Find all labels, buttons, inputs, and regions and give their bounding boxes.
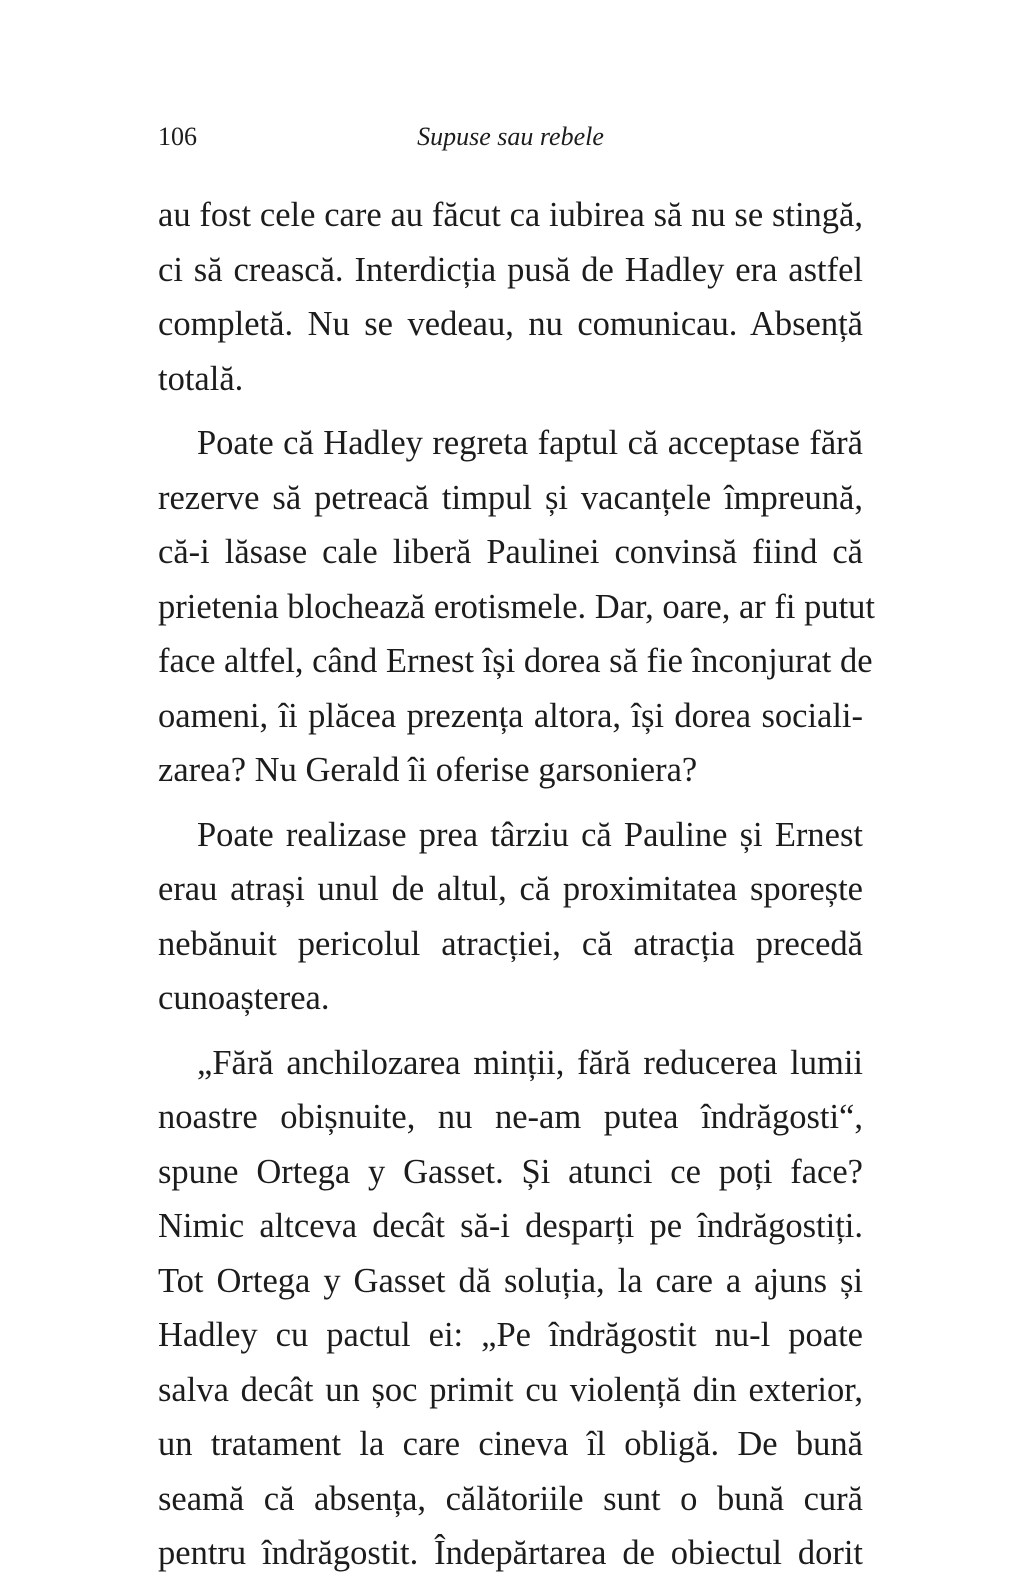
text-line: seamă că absența, călătoriile sunt o bună cură xyxy=(158,1479,863,1518)
text-line: oameni, îi plăcea prezența altora, își dorea sociali- xyxy=(158,696,863,735)
text-line: completă. Nu se vedeau, nu comunicau. Absență xyxy=(158,305,863,343)
paragraph xyxy=(158,808,863,1026)
text-line: prietenia blochează erotismele. Dar, oare, ar fi putut xyxy=(158,587,876,626)
text-line: Poate că Hadley regreta faptul că acceptase fără xyxy=(197,424,863,462)
text-line: un tratament la care cineva îl obligă. De bună xyxy=(158,1425,863,1463)
paragraph xyxy=(158,416,876,798)
paragraph xyxy=(158,1036,863,1581)
text-line: Poate realizase prea târziu că Pauline și Ernest xyxy=(197,815,863,854)
body-text xyxy=(158,188,876,1581)
text-line: au fost cele care au făcut ca iubirea să nu se stingă, xyxy=(158,196,863,234)
text-line: că-i lăsase cale liberă Paulinei convinsă fiind că xyxy=(158,533,863,571)
paragraph xyxy=(158,188,863,406)
text-line: pentru îndrăgostit. Îndepărtarea de obiectul dorit xyxy=(158,1534,863,1572)
text-line: rezerve să petreacă timpul și vacanțele împreună, xyxy=(158,478,863,517)
text-line: cunoașterea. xyxy=(158,979,330,1017)
text-line: Nimic altceva decât să-i desparți pe îndrăgostiți. xyxy=(158,1207,863,1245)
text-line: erau atrași unul de altul, că proximitatea sporește xyxy=(158,870,863,908)
text-line: zarea? Nu Gerald îi oferise garsoniera? xyxy=(158,751,698,789)
text-line: „Fără anchilozarea minții, fără reducerea lumii xyxy=(197,1043,863,1082)
text-line: Tot Ortega y Gasset dă soluția, la care a ajuns și xyxy=(158,1261,863,1300)
running-title: Supuse sau rebele xyxy=(417,122,604,151)
text-line: nebănuit pericolul atracției, că atracția precedă xyxy=(158,924,863,963)
text-line: totală. xyxy=(158,359,244,398)
text-line: ci să crească. Interdicția pusă de Hadley era astfel xyxy=(158,250,863,289)
text-line: spune Ortega y Gasset. Și atunci ce poți face? xyxy=(158,1152,863,1191)
text-line: Hadley cu pactul ei: „Pe îndrăgostit nu-l poate xyxy=(158,1316,863,1354)
text-line: salva decât un șoc primit cu violență din exterior, xyxy=(158,1370,863,1409)
page-header xyxy=(158,122,863,162)
page-number: 106 xyxy=(158,122,197,151)
text-line: noastre obișnuite, nu ne-am putea îndrăgosti“, xyxy=(158,1098,863,1136)
text-line: face altfel, când Ernest își dorea să fie înconjurat de xyxy=(158,642,873,680)
book-page xyxy=(158,0,876,1575)
